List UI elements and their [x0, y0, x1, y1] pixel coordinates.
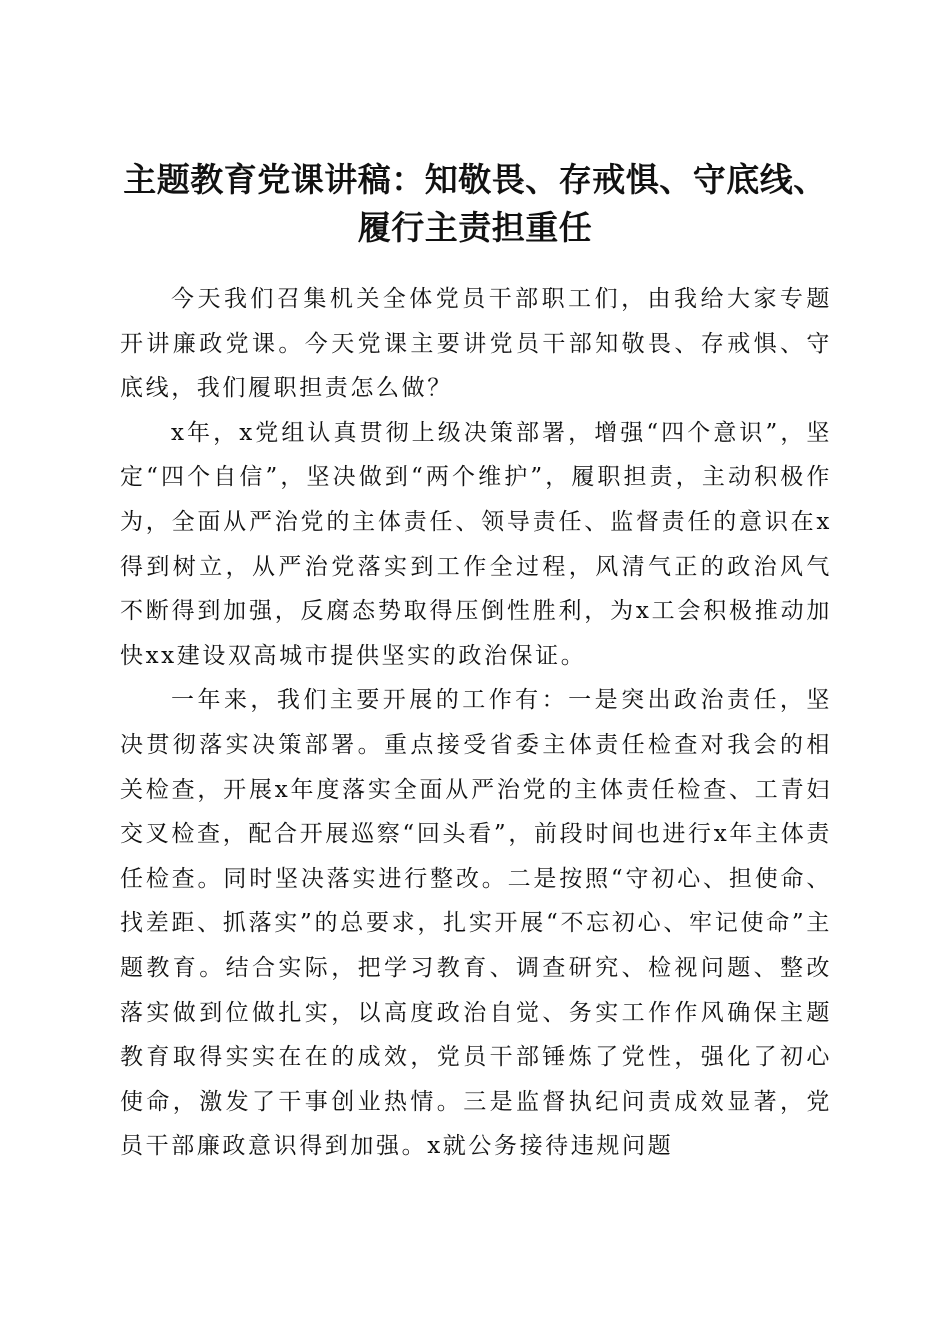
- paragraph-work: 一年来，我们主要开展的工作有：一是突出政治责任，坚决贯彻落实决策部署。重点接受省委主体责任检查对我会的相关检查，开展x年度落实全面从严治党的主体责任检查、工青妇交叉检查，配合开展巡察“回头看”，前段时间也进行x年主体责任检查。同时坚决落实进行整改。二是按照“守初心、担使命、找差距、抓落实”的总要求，扎实开展“不忘初心、牢记使命”主题教育。结合实际，把学习教育、调查研究、检视问题、整改落实做到位做扎实，以高度政治自觉、务实工作作风确保主题教育取得实实在在的成效，党员干部锤炼了党性，强化了初心使命，激发了干事创业热情。三是监督执纪问责成效显著，党员干部廉政意识得到加强。x就公务接待违规问题: [120, 687, 832, 1160]
- title-line-1: 主题教育党课讲稿：知敬畏、存戒惧、守底线、: [123, 160, 827, 200]
- title-line-2: 履行主责担重任: [357, 208, 593, 248]
- document-title: [100, 156, 850, 252]
- document-body: [120, 277, 832, 1169]
- paragraph-intro: 今天我们召集机关全体党员干部职工们，由我给大家专题开讲廉政党课。今天党课主要讲党员干部知敬畏、存戒惧、守底线，我们履职担责怎么做？: [120, 286, 832, 402]
- paragraph-summary: x年，x党组认真贯彻上级决策部署，增强“四个意识”，坚定“四个自信”，坚决做到“两个维护”，履职担责，主动积极作为，全面从严治党的主体责任、领导责任、监督责任的意识在x得到树立，从严治党落实到工作全过程，风清气正的政治风气不断得到加强，反腐态势取得压倒性胜利，为x工会积极推动加快xx建设双高城市提供坚实的政治保证。: [120, 419, 832, 669]
